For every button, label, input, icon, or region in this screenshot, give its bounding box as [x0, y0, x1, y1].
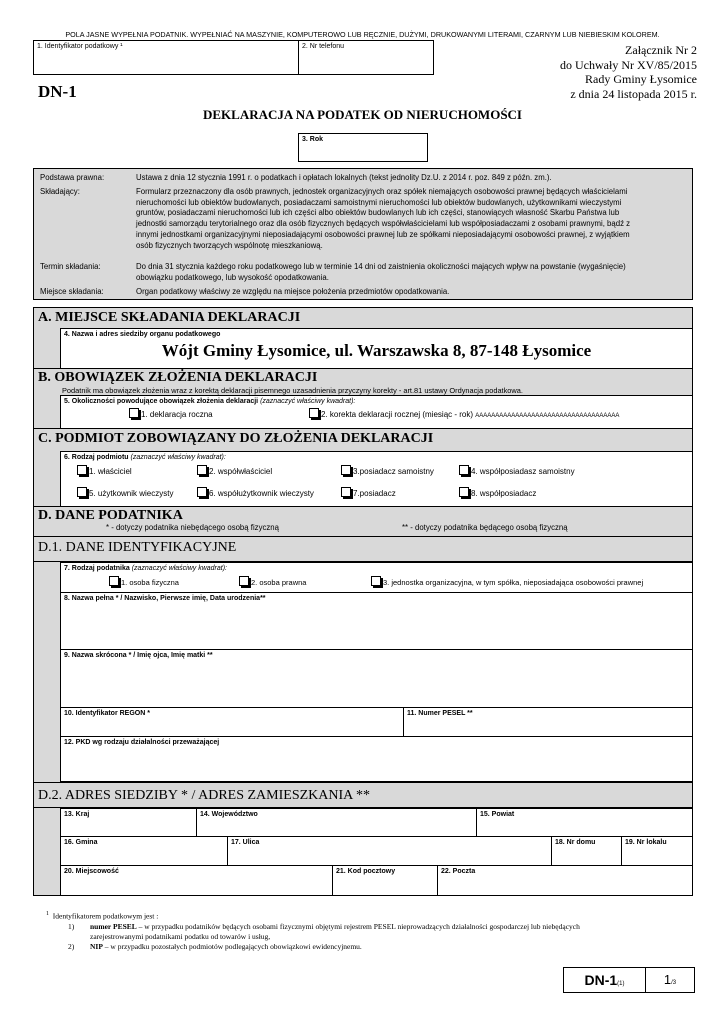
voivodeship-field[interactable]	[196, 808, 477, 837]
pesel-field[interactable]	[403, 707, 693, 737]
country-label: 13. Kraj	[64, 811, 90, 818]
pkd-label: 12. PKD wg rodzaju działalności przeważającej	[64, 739, 220, 746]
main-title: DEKLARACJA NA PODATEK OD NIERUCHOMOŚCI	[202, 107, 522, 122]
attachment-line-2: do Uchwały Nr XV/85/2015	[560, 57, 697, 72]
postal-code-field[interactable]	[332, 865, 438, 896]
checkbox-icon	[197, 465, 207, 475]
checkbox-icon	[239, 576, 249, 586]
section-d-note-2: ** - dotyczy podatnika będącego osobą fizyczną	[402, 523, 568, 532]
section-b	[33, 368, 693, 429]
section-c-title: C. PODMIOT ZOBOWIĄZANY DO ZŁOŻENIA DEKLARACJI	[38, 431, 434, 446]
checkbox-icon	[77, 465, 87, 475]
tax-office-value: Wójt Gminy Łysomice, ul. Warszawska 8, 87-148 Łysomice	[161, 341, 592, 360]
deadline-text: Do dnia 31 stycznia każdego roku podatkowego lub w terminie 14 dni od zaistnienia okoliczności mających wpływ na powstanie (wygaśnięcie) obowiązku podatkowego, lub wysokość opodatkowania.	[136, 262, 626, 282]
legal-basis-text: Ustawa z dnia 12 stycznia 1991 r. o podatkach i opłatach lokalnych (tekst jednolity Dz.U. z 2014 r. poz. 849 z późn. zm.).	[136, 173, 552, 182]
entity-type-label: 6. Rodzaj podmiotu (zaznaczyć właściwy kwadrat):	[64, 454, 226, 461]
section-c	[33, 428, 693, 507]
full-name-label: 8. Nazwa pełna * / Nazwisko, Pierwsze imię, Data urodzenia**	[64, 595, 266, 602]
checkbox-icon	[197, 487, 207, 497]
postal-code-label: 21. Kod pocztowy	[336, 868, 396, 875]
option-possessor[interactable]: 3.posiadacz samoistny	[341, 465, 434, 476]
checkbox-icon	[77, 487, 87, 497]
deadline-label: Termin składania:	[40, 262, 101, 271]
d2-title: D.2. ADRES SIEDZIBY * / ADRES ZAMIESZKANIA **	[38, 788, 370, 803]
obligation-label: 5. Okoliczności powodujące obowiązek złożenia deklaracji (zaznaczyć właściwy kwadrat):	[64, 398, 356, 405]
street-field[interactable]	[227, 836, 552, 866]
option-natural-person[interactable]: 1. osoba fizyczna	[109, 576, 179, 587]
option-owner[interactable]: 1. właściciel	[77, 465, 132, 476]
apartment-number-field[interactable]	[621, 836, 693, 866]
option-organizational-unit[interactable]: 3. jednostka organizacyjna, w tym spółka, nieposiadająca osobowości prawnej	[371, 576, 643, 587]
post-office-label: 22. Poczta	[441, 868, 476, 875]
apartment-number-label: 19. Nr lokalu	[625, 839, 667, 846]
tax-office-field[interactable]	[60, 328, 693, 369]
option-co-holder[interactable]: 8. współposiadacz	[459, 487, 536, 498]
commune-label: 16. Gmina	[64, 839, 98, 846]
checkbox-icon	[459, 487, 469, 497]
legal-basis-label: Podstawa prawna:	[40, 173, 105, 182]
full-name-field[interactable]	[60, 592, 693, 650]
info-block	[33, 168, 693, 300]
short-name-label: 9. Nazwa skrócona * / Imię ojca, Imię matki **	[64, 652, 213, 659]
option-annual-declaration[interactable]: 1. deklaracja roczna	[129, 408, 213, 419]
pkd-field[interactable]	[60, 736, 693, 782]
taxpayer-type-label: 7. Rodzaj podatnika (zaznaczyć właściwy kwadrat):	[64, 565, 227, 572]
option-co-owner[interactable]: 2. współwłaściciel	[197, 465, 272, 476]
option-perpetual-co-user[interactable]: 6. współużytkownik wieczysty	[197, 487, 314, 498]
checkbox-icon	[371, 576, 381, 586]
section-b-title: B. OBOWIĄZEK ZŁOŻENIA DEKLARACJI	[38, 370, 318, 385]
attachment-line-3: Rady Gminy Łysomice	[585, 72, 697, 86]
district-field[interactable]	[476, 808, 693, 837]
section-a-title: A. MIEJSCE SKŁADANIA DEKLARACJI	[38, 310, 301, 325]
checkbox-icon	[109, 576, 119, 586]
obligation-field	[60, 395, 693, 429]
option-perpetual-user[interactable]: 5. użytkownik wieczysty	[77, 487, 173, 498]
option-legal-person[interactable]: 2. osoba prawna	[239, 576, 306, 587]
taxpayer-type-field	[60, 562, 693, 593]
footer-code: DN-1(1)	[564, 968, 646, 992]
checkbox-icon	[309, 408, 319, 418]
section-b-note: Podatnik ma obowiązek złożenia wraz z korektą deklaracji pisemnego uzasadnienia przyczyny korekty - art.81 ustawy Ordynacja podatkowa.	[62, 386, 523, 395]
phone-field[interactable]	[298, 40, 434, 75]
option-holder[interactable]: 7.posiadacz	[341, 487, 396, 498]
footnote: $^1$ Identyfikatorem podatkowym jest : 1) numer PESEL – w przypadku podatników będących osobami fizycznymi objętymi rejestrem PESEL nieprowadzących działalności gospodarczej lub niebędących zarejestrowanymi podatnikami podatku od towarów i usług, 2) NIP – w przypadku pozostałych podmiotów podlegających obowiązkowi ewidencyjnemu.	[46, 911, 580, 951]
checkbox-icon	[341, 465, 351, 475]
year-label: 3. Rok	[302, 136, 324, 143]
tax-id-label: 1. Identyfikator podatkowy ¹	[37, 43, 123, 50]
street-label: 17. Ulica	[231, 839, 260, 846]
section-d-note-1: * - dotyczy podatnika niebędącego osobą fizyczną	[106, 523, 279, 532]
tax-id-field[interactable]	[33, 40, 299, 75]
city-label: 20. Miejscowość	[64, 868, 119, 875]
attachment-line-1: Załącznik Nr 2	[625, 43, 697, 57]
tax-office-label: 4. Nazwa i adres siedziby organu podatkowego	[64, 331, 221, 338]
form-code: DN-1	[38, 82, 77, 101]
entity-type-field	[60, 451, 693, 507]
regon-field[interactable]	[60, 707, 404, 737]
district-label: 15. Powiat	[480, 811, 515, 818]
page-footer	[563, 967, 695, 993]
place-text: Organ podatkowy właściwy ze względu na miejsce położenia przedmiotów opodatkowania.	[136, 287, 450, 296]
year-field[interactable]	[298, 133, 428, 162]
section-a	[33, 307, 693, 369]
attachment-line-4: z dnia 24 listopada 2015 r.	[570, 86, 697, 101]
commune-field[interactable]	[60, 836, 228, 866]
short-name-field[interactable]	[60, 649, 693, 708]
house-number-field[interactable]	[551, 836, 622, 866]
pesel-label: 11. Numer PESEL **	[407, 710, 473, 717]
place-label: Miejsce składania:	[40, 287, 104, 296]
submitter-text: Formularz przeznaczony dla osób prawnych, jednostek organizacyjnych oraz spółek niemających osobowości prawnej będących właścicielami nieruchomości lub obiektów budowlanych, posiadaczami samoistnymi nieruchomości lub obiektów budowlanych, użytkownikami wieczystymi gruntów, posiadaczami nieruchomości lub ich części albo obiektów budowlanych lub ich części, stanowiących własność Skarbu Państwa lub jednostki samorządu terytorialnego oraz dla osób fizycznych będących współwłaścicielami lub współposiadaczami z osobami prawnymi, bądź z innymi jednostkami organizacyjnymi nieposiadającymi osobowości prawnej lub ze spółkami nieposiadającymi osobowości prawnej, z wyjątkiem osób fizycznych tworzących wspólnotę mieszkaniową.	[136, 187, 631, 250]
submitter-label: Składający:	[40, 187, 80, 196]
option-co-possessor-independent[interactable]: 4. współposiadasz samoistny	[459, 465, 575, 476]
house-number-label: 18. Nr domu	[555, 839, 596, 846]
checkbox-icon	[341, 487, 351, 497]
regon-label: 10. Identyfikator REGON *	[64, 710, 150, 717]
voivodeship-label: 14. Województwo	[200, 811, 258, 818]
phone-label: 2. Nr telefonu	[302, 43, 345, 50]
city-field[interactable]	[60, 865, 333, 896]
checkbox-icon	[459, 465, 469, 475]
attachment-info	[560, 43, 697, 101]
checkbox-icon	[129, 408, 139, 418]
option-correction[interactable]: 2. korekta deklaracji rocznej (miesiąc - rok) AAAAAAAAAAAAAAAAAAAAAAAAAAAAAAAAAAAA	[309, 408, 619, 419]
page-number: 1/3	[663, 972, 677, 987]
section-d-title: D. DANE PODATNIKA	[38, 508, 183, 523]
post-office-field[interactable]	[437, 865, 693, 896]
top-note: POLA JASNE WYPEŁNIA PODATNIK. WYPEŁNIAĆ NA MASZYNIE, KOMPUTEROWO LUB RĘCZNIE, DUŻYMI, DRUKOWANYMI LITERAMI, CZARNYM LUB NIEBIESKIM KOLOREM.	[65, 30, 660, 39]
d1-title: D.1. DANE IDENTYFIKACYJNE	[38, 540, 237, 555]
country-field[interactable]	[60, 808, 197, 837]
section-d	[33, 506, 693, 896]
